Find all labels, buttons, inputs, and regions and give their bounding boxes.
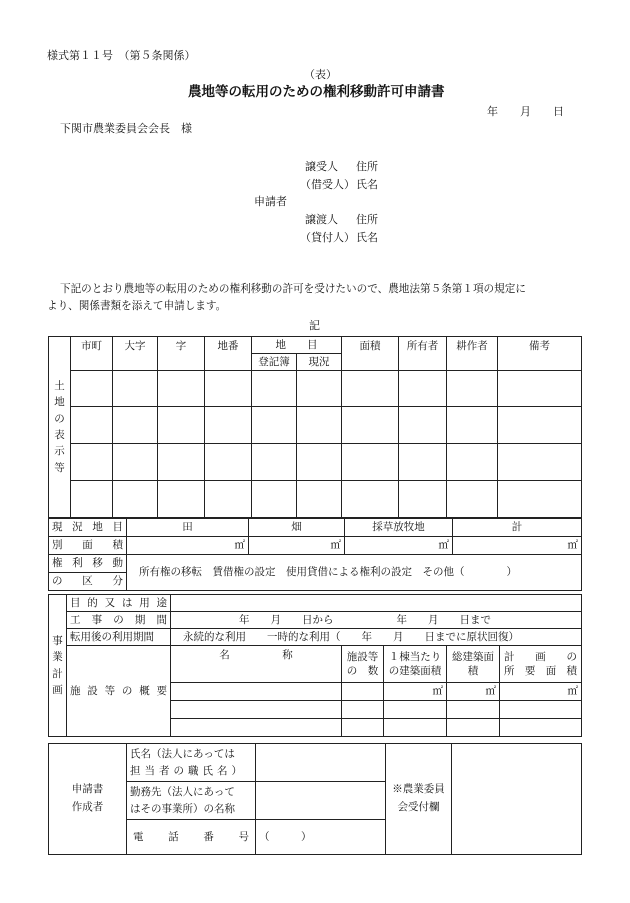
page-title: 農地等の転用のための権利移動許可申請書 — [188, 84, 445, 100]
usage-value[interactable]: 永続的な利用 一時的な利用（ 年 月 日までに原状回復） — [171, 629, 582, 646]
ki-heading: 記 — [309, 319, 320, 332]
col-lot: 地番 — [205, 337, 252, 371]
facility-col-area-1: １棟当たり — [388, 650, 442, 663]
project-table — [48, 594, 582, 737]
reception-box — [452, 744, 582, 855]
transferee-address-label: 住所 — [356, 160, 378, 173]
paragraph-line-1: 下記のとおり農地等の転用のための権利移動の許可を受けたいので、農地法第５条第１項の規定に — [60, 283, 526, 295]
facility-col-area — [384, 646, 447, 683]
usage-label: 転用後の利用期間 — [67, 629, 171, 646]
col-cultivator: 耕作者 — [447, 337, 498, 371]
preparer-table — [48, 743, 582, 855]
rights-label-1: 権利移動 — [49, 555, 127, 573]
land-side-label: 土地の表示等 — [49, 337, 71, 518]
land-row — [49, 371, 582, 407]
status-label-2: 別面積 — [49, 537, 127, 555]
field-area[interactable]: ㎡ — [249, 537, 345, 555]
col-oaza: 大字 — [113, 337, 158, 371]
purpose-label: 目的又は用途 — [67, 595, 171, 612]
preparer-work-value[interactable] — [256, 782, 386, 820]
reception-label-2: 会受付欄 — [397, 801, 440, 813]
transferor-paren: （貸付人） — [300, 231, 355, 244]
status-label-1: 現況地目 — [49, 519, 127, 537]
preparer-label-1: 申請書 — [71, 783, 104, 796]
facility-col-total-2: 積 — [467, 665, 479, 677]
preparer-phone-label: 電話番号 — [127, 820, 256, 855]
preparer-work-label-2: はその事業所）の名称 — [130, 802, 235, 815]
facility-col-total — [447, 646, 500, 683]
transferor-label: 譲渡人 — [305, 213, 338, 226]
date-line: 年 月 日 — [487, 105, 564, 118]
col-registry: 登記簿 — [252, 354, 297, 371]
preparer-label — [49, 744, 127, 855]
status-table — [48, 518, 582, 591]
transferor-address-label: 住所 — [356, 213, 378, 226]
applicant-label: 申請者 — [254, 195, 287, 208]
col-land-category: 地 目 — [252, 337, 342, 354]
status-field: 畑 — [249, 519, 345, 537]
form-side: （表） — [304, 68, 337, 81]
paddy-area[interactable]: ㎡ — [127, 537, 249, 555]
total-area[interactable]: ㎡ — [453, 537, 582, 555]
status-total: 計 — [453, 519, 582, 537]
land-table — [48, 336, 582, 518]
paragraph-line-2: より、関係書類を添えて申請します。 — [47, 300, 227, 312]
col-remarks: 備考 — [498, 337, 582, 371]
facility-col-plan-1: 計画の — [504, 650, 578, 663]
preparer-name-label — [127, 744, 256, 782]
preparer-name-label-1: 氏名（法人にあっては — [130, 747, 235, 760]
reception-label-1: ※農業委員 — [392, 783, 445, 796]
facility-col-total-1: 総建築面 — [452, 650, 494, 663]
facility-label: 施設等の概要 — [67, 646, 171, 737]
reception-label — [386, 744, 452, 855]
addressee: 下関市農業委員会会長 様 — [60, 122, 192, 135]
land-row — [49, 481, 582, 518]
transferee-name-label: 氏名 — [356, 178, 378, 191]
status-pasture: 採草放牧地 — [345, 519, 453, 537]
col-owner: 所有者 — [399, 337, 447, 371]
land-header-row — [49, 337, 582, 354]
form-number: 様式第１１号 （第５条関係） — [47, 49, 196, 62]
facility-col-count-1: 施設等 — [346, 650, 379, 663]
preparer-work-label-1: 勤務先（法人にあって — [130, 785, 235, 798]
preparer-work-label — [127, 782, 256, 820]
period-value[interactable]: 年 月 日から 年 月 日まで — [171, 612, 582, 629]
land-row — [49, 444, 582, 481]
facility-col-plan — [500, 646, 582, 683]
transferee-label: 譲受人 — [305, 160, 338, 173]
preparer-name-label-2: 担当者の職氏名） — [130, 764, 246, 777]
facility-row: ㎡ ㎡ ㎡ — [49, 683, 582, 701]
purpose-value[interactable] — [171, 595, 582, 612]
preparer-name-value[interactable] — [256, 744, 386, 782]
status-paddy: 田 — [127, 519, 249, 537]
project-side-label: 事業計画 — [49, 595, 67, 737]
preparer-label-2: 作成者 — [71, 801, 104, 813]
rights-label-2: の区分 — [49, 573, 127, 591]
facility-col-count — [342, 646, 384, 683]
period-label: 工事の期間 — [67, 612, 171, 629]
rights-options[interactable]: 所有権の移転 賃借権の設定 使用貸借による権利の設定 その他（ ） — [127, 555, 582, 591]
pasture-area[interactable]: ㎡ — [345, 537, 453, 555]
land-row — [49, 407, 582, 444]
facility-col-area-2: の建築面積 — [388, 665, 442, 677]
facility-col-plan-2: 所要面積 — [504, 665, 578, 677]
col-aza: 字 — [158, 337, 205, 371]
transferee-paren: （借受人） — [300, 178, 355, 191]
col-city: 市町 — [71, 337, 113, 371]
facility-col-count-2: の 数 — [346, 665, 379, 677]
col-current: 現況 — [297, 354, 342, 371]
col-area: 面積 — [342, 337, 399, 371]
transferor-name-label: 氏名 — [356, 231, 378, 244]
preparer-phone-value[interactable]: （ ） — [256, 820, 386, 855]
facility-col-name: 名 称 — [171, 646, 342, 683]
